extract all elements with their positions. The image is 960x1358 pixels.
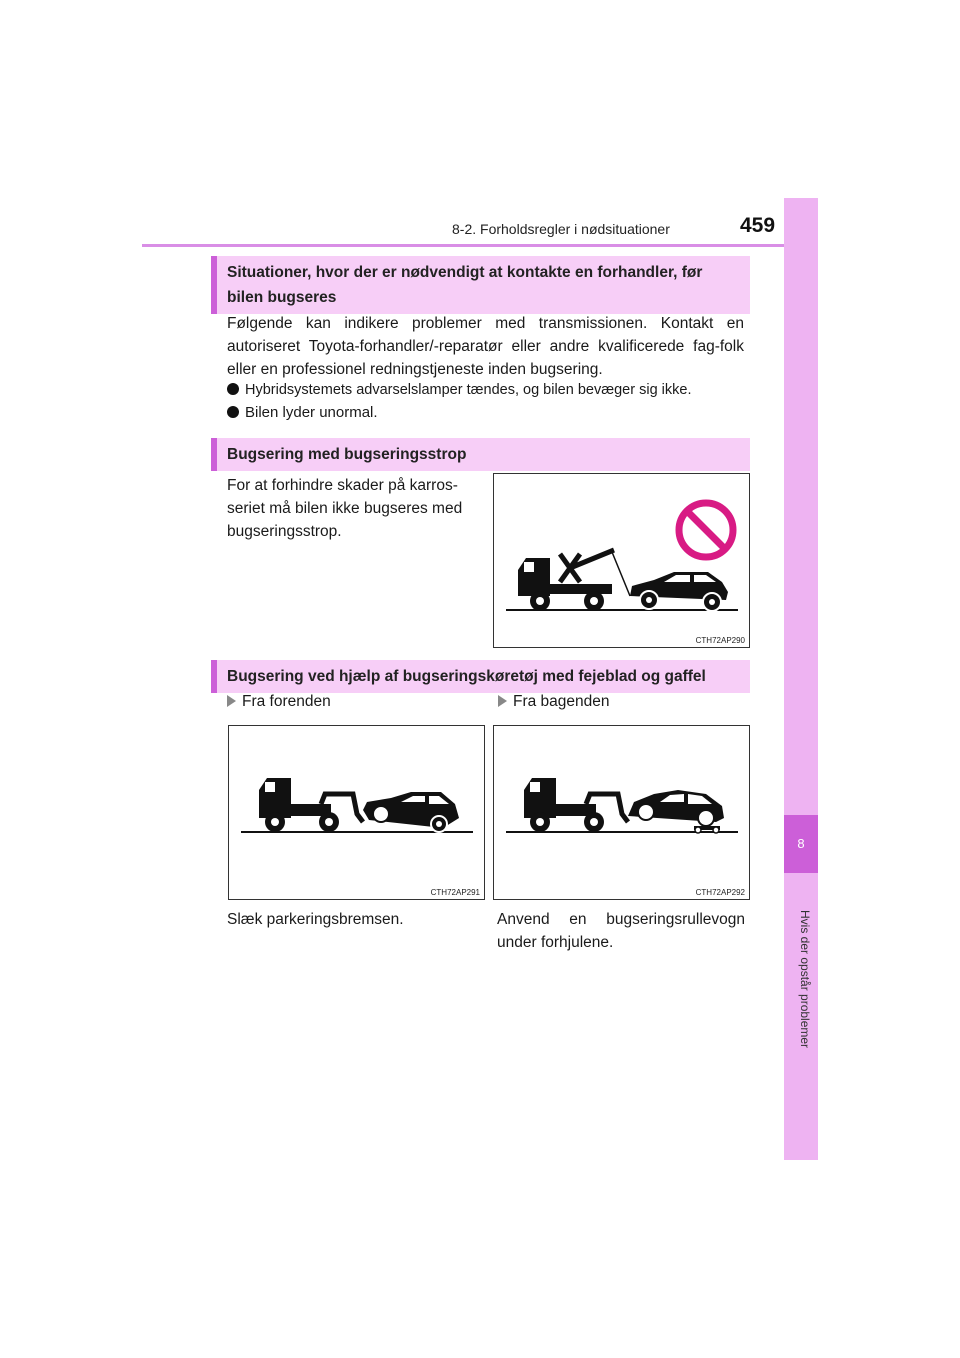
caption-front: Slæk parkeringsbremsen.	[227, 911, 404, 928]
list-item-text: Hybridsystemets advarselslamper tændes, og bilen bevæger sig ikke.	[245, 382, 692, 398]
section-title: 8-2. Forholdsregler i nødsituationer	[452, 221, 670, 237]
section-heading-strap: Bugsering med bugseringsstrop	[211, 438, 750, 471]
strap-towing-illustration	[494, 474, 751, 649]
figure-code: CTH72AP292	[695, 888, 745, 897]
list-item	[227, 381, 691, 398]
subheading-front	[227, 693, 331, 711]
bullet-icon	[227, 383, 239, 395]
triangle-icon	[498, 695, 507, 707]
figure-tow-front	[228, 725, 485, 900]
subheading-rear	[498, 693, 610, 711]
figure-strap-towing	[493, 473, 750, 648]
tow-front-illustration	[229, 726, 486, 901]
chapter-number: 8	[784, 815, 818, 873]
section-heading-dealer: Situationer, hvor der er nødvendigt at kontakte en forhandler, før bilen bugseres	[211, 256, 750, 314]
section-heading-wheel-lift: Bugsering ved hjælp af bugseringskøretøj med fejeblad og gaffel	[211, 660, 750, 693]
figure-tow-rear	[493, 725, 750, 900]
section-text-strap: For at forhindre skader på karros-seriet må bilen ikke bugseres med bugseringsstrop.	[227, 477, 463, 540]
subheading-front-label: Fra forenden	[242, 693, 331, 710]
caption-rear: Anvend en bugseringsrullevogn under forhjulene.	[497, 911, 745, 951]
bullet-icon	[227, 406, 239, 418]
header-rule	[142, 244, 818, 247]
section-text-dealer: Følgende kan indikere problemer med transmissionen. Kontakt en autoriseret Toyota-forhandler/-reparatør eller andre kvalificerede fag-folk eller en professionel redningstjeneste inden bugsering.	[227, 315, 744, 378]
chapter-title: Hvis der opstår problemer	[798, 910, 812, 1049]
figure-code: CTH72AP290	[695, 636, 745, 645]
page-number: 459	[740, 214, 776, 237]
list-item-text: Bilen lyder unormal.	[245, 404, 378, 421]
tow-rear-illustration	[494, 726, 751, 901]
figure-code: CTH72AP291	[430, 888, 480, 897]
triangle-icon	[227, 695, 236, 707]
subheading-rear-label: Fra bagenden	[513, 693, 610, 710]
list-item	[227, 404, 378, 421]
